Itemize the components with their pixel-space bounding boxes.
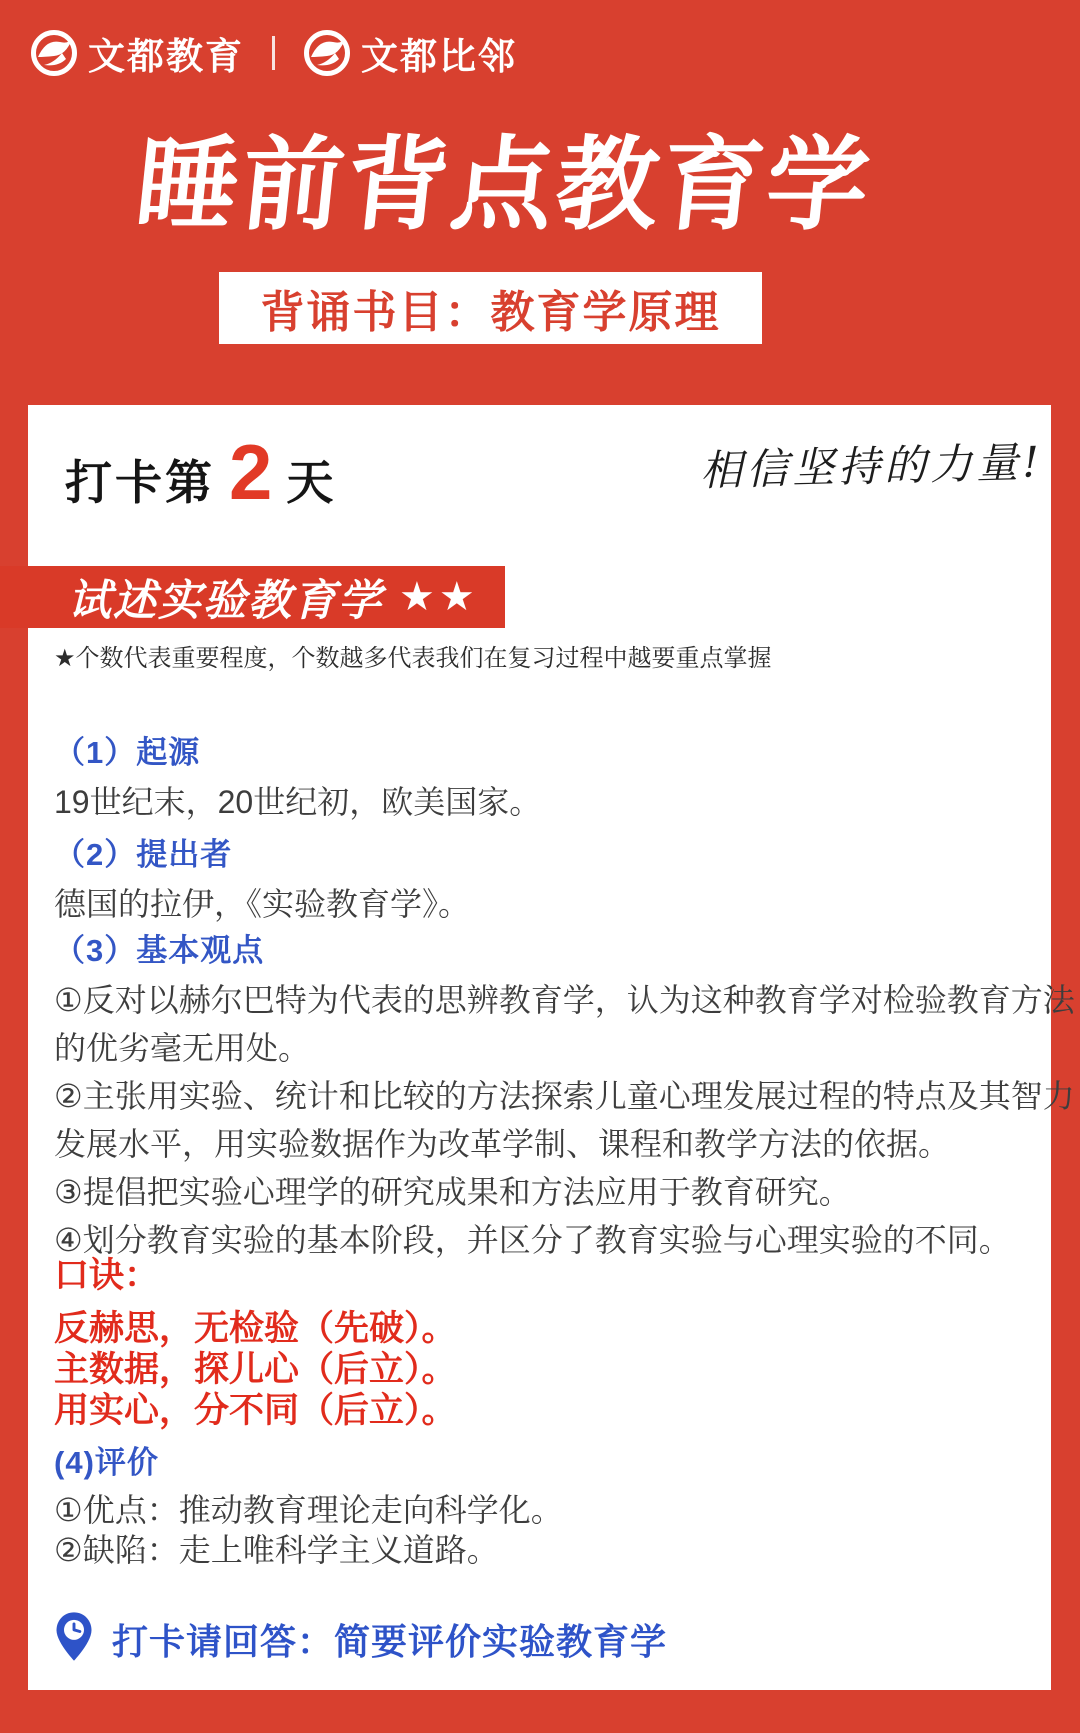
location-clock-icon	[54, 1610, 94, 1668]
section-heading: （1）起源	[54, 735, 201, 770]
checkin-day-number: 2	[229, 428, 273, 516]
subtitle-label: 背诵书目：教育学原理	[260, 288, 721, 337]
mnemonic-line: 主数据，探儿心（后立）。	[54, 1350, 457, 1389]
mnemonic-block	[54, 1248, 457, 1431]
content-card	[28, 405, 1075, 1690]
section-line: 的优劣毫无用处。	[54, 1030, 311, 1066]
question-title: 试述实验教育学	[68, 576, 383, 625]
wendu-logo-icon	[30, 29, 78, 77]
section-heading: （2）提出者	[54, 837, 233, 872]
section-evaluation	[54, 1437, 563, 1570]
star-note: ★个数代表重要程度，个数越多代表我们在复习过程中越要重点掌握	[54, 645, 772, 672]
question-banner	[0, 566, 505, 628]
section-line: ①优点：推动教育理论走向科学化。	[54, 1492, 563, 1528]
mnemonic-line: 用实心，分不同（后立）。	[54, 1391, 457, 1430]
checkin-day	[65, 428, 337, 516]
section-line: ②缺陷：走上唯科学主义道路。	[54, 1532, 499, 1568]
brand-right-label: 文都比邻	[361, 36, 517, 77]
brand-divider	[272, 36, 275, 70]
section-line: ②主张用实验、统计和比较的方法探索儿童心理发展过程的特点及其智力	[54, 1078, 1075, 1114]
section-line: ①反对以赫尔巴特为代表的思辨教育学，认为这种教育学对检验教育方法	[54, 982, 1075, 1018]
checkin-suffix: 天	[286, 456, 337, 509]
section-origin	[54, 727, 541, 826]
section-line: 发展水平，用实验数据作为改革学制、课程和教学方法的依据。	[54, 1126, 951, 1162]
brand-left-label: 文都教育	[88, 36, 244, 77]
section-proposer	[54, 829, 470, 928]
mnemonic-line: 反赫思，无检验（先破）。	[54, 1309, 457, 1348]
brand-header	[30, 26, 517, 80]
brand-wendu-bilin	[303, 26, 517, 80]
section-heading: (4)评价	[54, 1445, 159, 1480]
section-line: ④划分教育实验的基本阶段，并区分了教育实验与心理实验的不同。	[54, 1222, 1011, 1258]
subtitle-box	[219, 272, 762, 344]
checkin-prefix: 打卡第	[65, 456, 215, 509]
page-title: 睡前背点教育学	[130, 128, 878, 242]
section-line: 德国的拉伊，《实验教育学》。	[54, 886, 471, 922]
section-heading: （3）基本观点	[54, 933, 265, 968]
checkin-cta-label: 打卡请回答：简要评价实验教育学	[112, 1620, 668, 1662]
checkin-cta-row	[54, 1610, 667, 1668]
section-basic-views	[54, 925, 1075, 1264]
importance-stars: ★★	[399, 575, 479, 619]
mnemonic-heading: 口诀：	[54, 1256, 160, 1295]
brand-wendu-education	[30, 26, 244, 80]
wendu-logo-icon	[303, 29, 351, 77]
section-line: ③提倡把实验心理学的研究成果和方法应用于教育研究。	[54, 1174, 851, 1210]
section-line: 19世纪末，20世纪初，欧美国家。	[54, 784, 542, 820]
handwritten-motto: 相信坚持的力量!	[699, 437, 1044, 496]
